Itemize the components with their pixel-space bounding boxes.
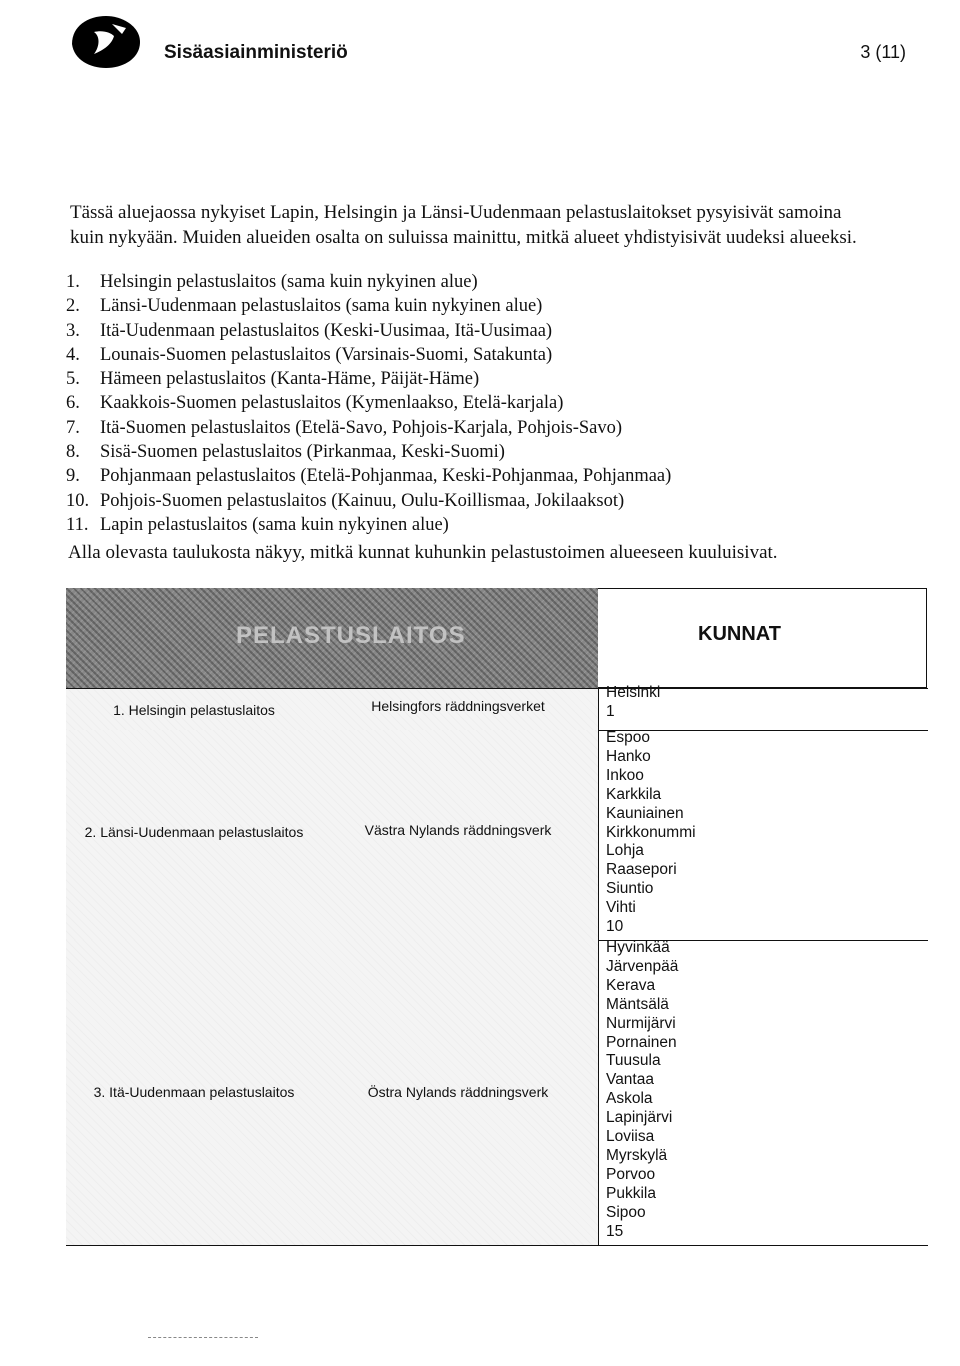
list-number: 1. xyxy=(66,272,80,292)
list-text: Hämeen pelastuslaitos (Kanta-Häme, Päijät-Häme) xyxy=(100,369,480,390)
list-item: Kerava xyxy=(606,976,656,994)
list-number: 2. xyxy=(66,296,80,317)
intro-paragraph xyxy=(70,200,910,250)
list-item: 1 xyxy=(606,702,615,720)
rescue-dept-finnish: 2. Länsi-Uudenmaan pelastuslaitos xyxy=(84,824,304,840)
municipality-list xyxy=(606,684,660,722)
list-item: Siuntio xyxy=(606,880,654,898)
table-header-kunnat-cell xyxy=(598,588,927,688)
ministry-logo-icon xyxy=(66,14,146,70)
list-item: Hyvinkää xyxy=(606,939,670,956)
list-number: 3. xyxy=(66,320,80,341)
list-item: Askola xyxy=(606,1090,653,1108)
list-item: 15 xyxy=(606,1222,624,1240)
list-item xyxy=(66,416,671,440)
list-text: Lapin pelastuslaitos (sama kuin nykyinen alue) xyxy=(100,514,449,535)
list-number: 4. xyxy=(66,344,80,365)
rescue-region-list xyxy=(66,270,671,537)
list-item: Kauniainen xyxy=(606,804,684,822)
list-item: Inkoo xyxy=(606,766,644,784)
intro-line: kuin nykyään. Muiden alueiden osalta on suluissa mainittu, mitkä alueet yhdistyisivät uudeksi alueeksi. xyxy=(70,227,857,248)
list-item: Hanko xyxy=(606,747,651,765)
list-item xyxy=(66,464,671,488)
list-item xyxy=(66,440,671,464)
list-number: 8. xyxy=(66,442,80,463)
table-header-shaded xyxy=(66,588,598,688)
list-text: Pohjois-Suomen pelastuslaitos (Kainuu, Oulu-Koillismaa, Jokilaaksot) xyxy=(100,490,625,511)
list-item xyxy=(66,367,671,391)
list-item: Pornainen xyxy=(606,1033,677,1051)
list-number: 9. xyxy=(66,466,80,487)
list-item: Pukkila xyxy=(606,1184,656,1202)
list-item: Nurmijärvi xyxy=(606,1014,676,1032)
list-item xyxy=(66,270,671,294)
list-text: Itä-Suomen pelastuslaitos (Etelä-Savo, Pohjois-Karjala, Pohjois-Savo) xyxy=(100,417,623,438)
header-kunnat: KUNNAT xyxy=(698,623,781,645)
list-item: Lapinjärvi xyxy=(606,1109,673,1127)
list-item: Espoo xyxy=(606,729,650,746)
table-intro-text: Alla olevasta taulukosta näkyy, mitkä kunnat kuhunkin pelastustoimen alueeseen kuuluisivat. xyxy=(68,542,778,563)
rescue-dept-swedish: Helsingfors räddningsverket xyxy=(371,698,545,714)
list-number: 6. xyxy=(66,393,80,414)
list-text: Kaakkois-Suomen pelastuslaitos (Kymenlaakso, Etelä-karjala) xyxy=(100,393,564,414)
list-number: 7. xyxy=(66,417,80,438)
row-divider xyxy=(66,1245,928,1246)
list-text: Länsi-Uudenmaan pelastuslaitos (sama kuin nykyinen alue) xyxy=(100,296,543,317)
list-item: 10 xyxy=(606,918,624,936)
list-number: 5. xyxy=(66,369,80,390)
list-text: Helsingin pelastuslaitos (sama kuin nykyinen alue) xyxy=(100,272,478,292)
list-item: Järvenpää xyxy=(606,957,679,975)
organization-name: Sisäasiainministeriö xyxy=(164,42,348,63)
municipality-table xyxy=(66,588,928,1248)
list-text: Lounais-Suomen pelastuslaitos (Varsinais-Suomi, Satakunta) xyxy=(100,344,553,365)
rescue-dept-swedish: Västra Nylands räddningsverk xyxy=(364,822,552,838)
list-item: Kirkkonummi xyxy=(606,823,696,841)
header-divider xyxy=(66,688,928,689)
list-item: Vihti xyxy=(606,899,636,917)
municipality-list xyxy=(606,939,678,1242)
header-pelastuslaitos: PELASTUSLAITOS xyxy=(236,622,466,649)
table-row xyxy=(66,730,928,940)
footer-divider xyxy=(148,1337,258,1338)
list-item: Sipoo xyxy=(606,1203,646,1221)
list-item xyxy=(66,489,671,513)
list-item: Porvoo xyxy=(606,1165,656,1183)
municipality-list xyxy=(606,729,696,937)
rescue-dept-finnish: 3. Itä-Uudenmaan pelastuslaitos xyxy=(93,1084,295,1100)
list-item: Tuusula xyxy=(606,1052,661,1070)
list-item: Raasepori xyxy=(606,861,677,879)
list-text: Itä-Uudenmaan pelastuslaitos (Keski-Uusimaa, Itä-Uusimaa) xyxy=(100,320,553,341)
list-item: Vantaa xyxy=(606,1071,654,1089)
intro-line: Tässä aluejaossa nykyiset Lapin, Helsingin ja Länsi-Uudenmaan pelastuslaitokset pysyisivät samoina xyxy=(70,202,842,223)
list-item xyxy=(66,294,671,318)
list-item xyxy=(66,391,671,415)
list-text: Pohjanmaan pelastuslaitos (Etelä-Pohjanmaa, Keski-Pohjanmaa, Pohjanmaa) xyxy=(100,466,672,487)
list-number: 11. xyxy=(66,514,89,535)
list-number: 10. xyxy=(66,490,90,511)
page-header xyxy=(66,14,906,70)
table-row xyxy=(66,684,928,730)
list-item: Lohja xyxy=(606,842,644,860)
table-row xyxy=(66,940,928,1246)
list-text: Sisä-Suomen pelastuslaitos (Pirkanmaa, Keski-Suomi) xyxy=(100,442,505,463)
list-item: Karkkila xyxy=(606,785,662,803)
column-divider xyxy=(598,688,599,1246)
page-number: 3 (11) xyxy=(860,42,906,62)
list-item: Mäntsälä xyxy=(606,995,669,1013)
rescue-dept-finnish: 1. Helsingin pelastuslaitos xyxy=(113,702,275,718)
list-item xyxy=(66,319,671,343)
list-item: Helsinki xyxy=(606,684,661,701)
list-item xyxy=(66,343,671,367)
rescue-dept-swedish: Östra Nylands räddningsverk xyxy=(367,1084,549,1100)
list-item: Myrskylä xyxy=(606,1146,668,1164)
list-item: Loviisa xyxy=(606,1128,655,1146)
list-item xyxy=(66,513,671,537)
